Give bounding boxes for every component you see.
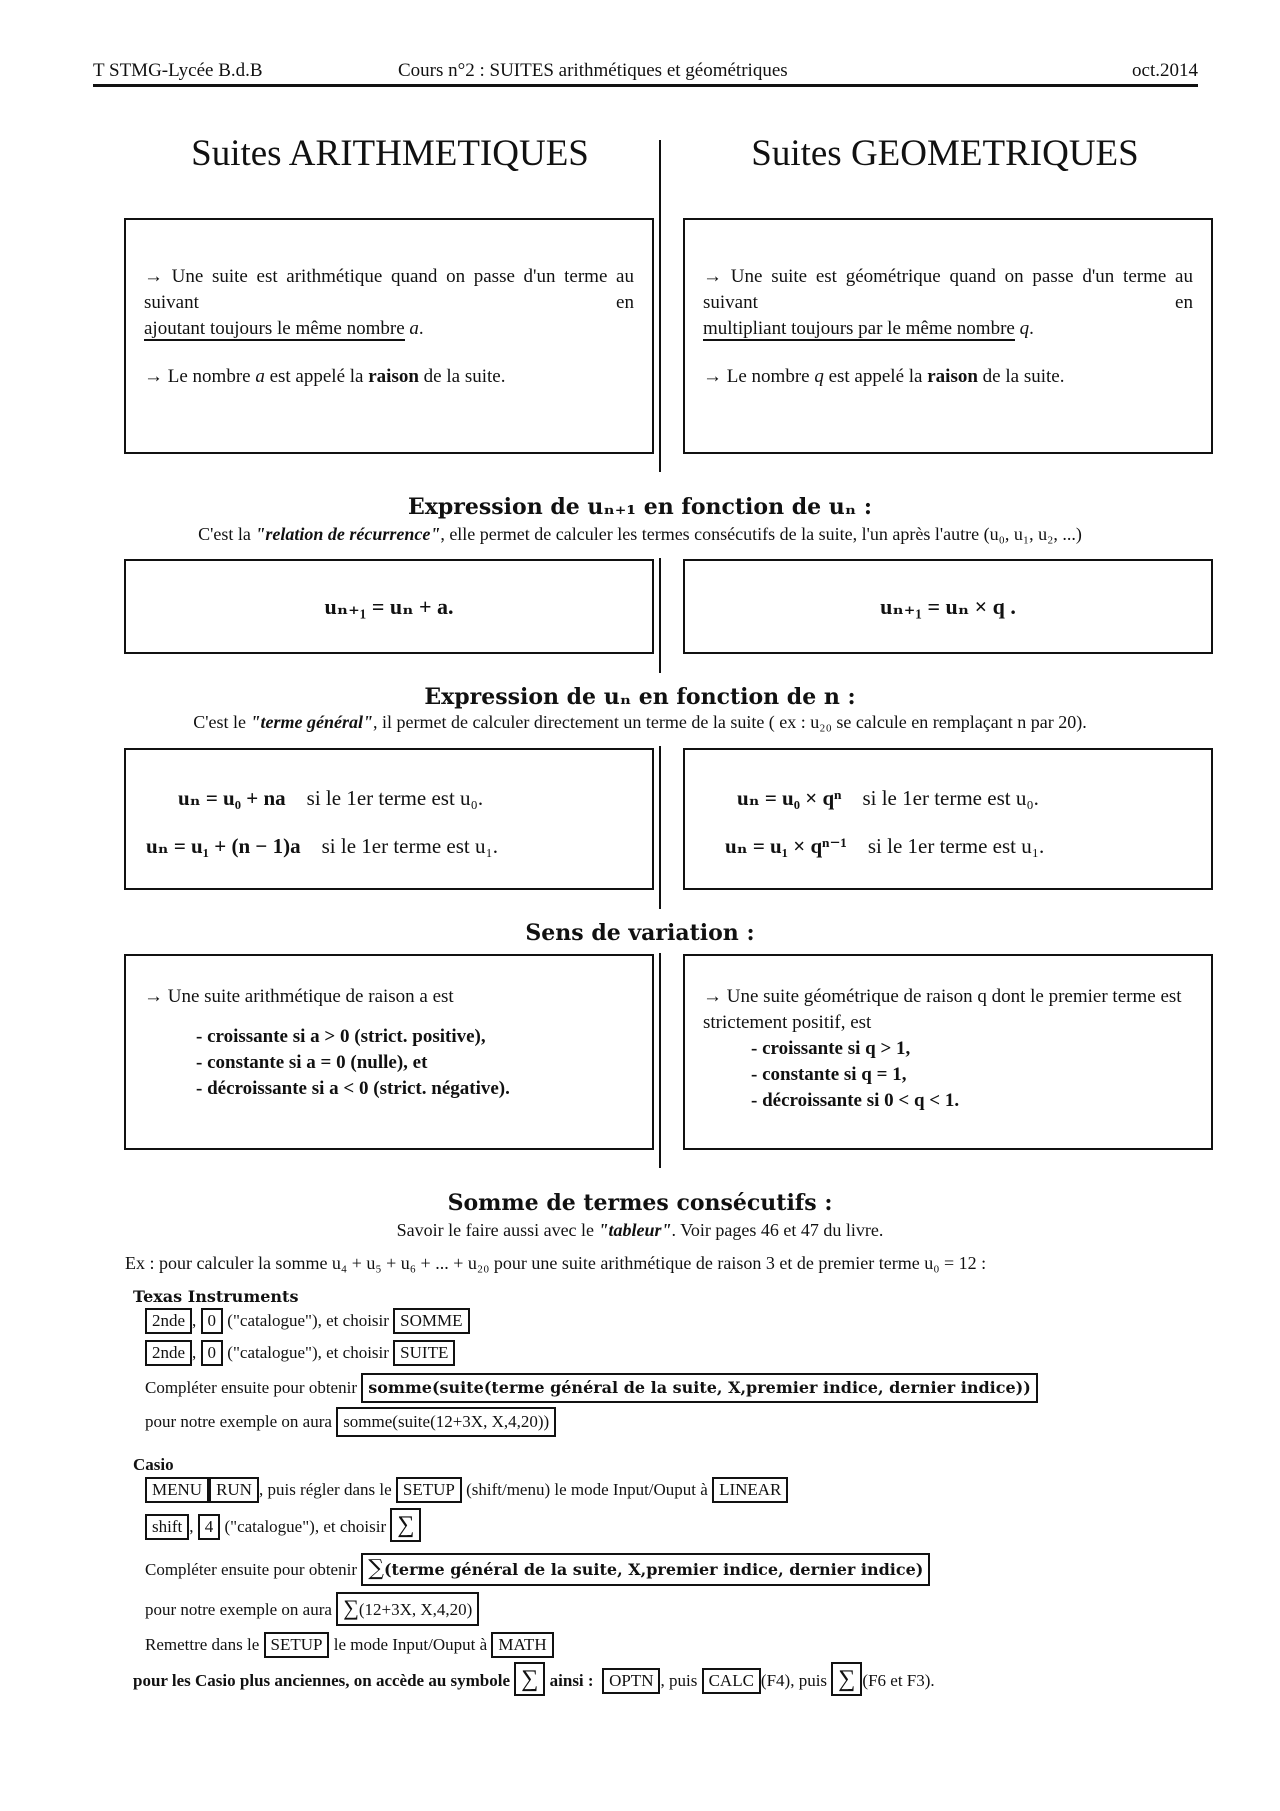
casio-line-4 [145,1592,479,1626]
divider [659,953,661,1168]
geom-def-text: → Une suite est géométrique quand on passe d'un terme au suivant en [703,266,1193,313]
list-item: - croissante si q > 1, [751,1038,911,1059]
t: ("catalogue"), et choisir [227,1311,389,1330]
t: C'est la [198,524,251,544]
t: (shift/menu) le mode Input/Ouput à [466,1480,708,1499]
t: de la suite. [982,366,1065,387]
t: "relation de récurrence" [255,524,441,544]
formula-box: somme(suite(12+3X, X,4,20)) [336,1407,556,1437]
divider [659,140,661,472]
geom-recurrence-box [683,559,1213,654]
formula: (12+3X, X,4,20) [358,1600,473,1619]
ti-line-2: 2nde , 0 ("catalogue"), et choisir SUITE [145,1340,455,1366]
t: si le 1er terme est u₁. [321,834,499,858]
t: → Une suite arithmétique de raison a est [144,986,454,1007]
casio-line-2: shift , 4 ("catalogue"), et choisir ∑ [145,1508,421,1542]
page-header [93,60,1198,87]
t: → Le nombre [703,366,810,387]
arith-variation-box [124,954,654,1150]
var: q [1019,318,1030,339]
t: si le 1er terme est u₀. [306,786,484,810]
recurrence-subtitle [0,524,1280,545]
t: (F6 et F3). [862,1671,935,1690]
t: ("catalogue"), et choisir [224,1517,387,1536]
formula: uₙ = u₁ + (n − 1)a [146,834,301,858]
t: pour notre exemple on aura [145,1600,332,1619]
arith-definition-box: → Une suite est arithmétique quand on passe d'un terme au suivant en ajoutant toujours le même nombre a. → Le nombre a est appelé la raison de la suite. [124,218,654,454]
key-linear: LINEAR [712,1477,788,1503]
t: → Une suite géométrique de raison q dont le premier terme est strictement positif, est [703,986,1182,1033]
geom-general-box [683,748,1213,890]
t: pour les Casio plus anciennes, on accède au symbole [133,1671,511,1690]
t: "tableur" [598,1220,672,1240]
t: de la suite. [423,366,506,387]
key-shift: shift [145,1514,189,1540]
key-optn: OPTN [602,1668,660,1694]
formula: uₙ = u₁ × qⁿ⁻¹ [725,834,847,858]
t: raison [368,366,419,387]
list-item: - constante si q = 1, [751,1064,907,1085]
casio-title: Casio [133,1455,174,1474]
key-run: RUN [209,1477,259,1503]
t: Savoir le faire aussi avec le [396,1220,595,1240]
list-item: - décroissante si a < 0 (strict. négative). [196,1078,510,1099]
list-item: - constante si a = 0 (nulle), et [196,1052,428,1073]
t: est appelé la [828,366,923,387]
key-2nde: 2nde [145,1340,192,1366]
arith-recurrence-box [124,559,654,654]
t: , puis [660,1671,698,1690]
ti-line-3 [145,1373,1038,1403]
formula: (terme général de la suite, X,premier indice, dernier indice) [383,1560,924,1579]
t: . Voir pages 46 et 47 du livre. [671,1220,884,1240]
list-item: - décroissante si 0 < q < 1. [751,1090,960,1111]
t: , il permet de calculer directement un terme de la suite ( ex : u₂₀ se calcule en remplaçant n par 20). [372,712,1087,732]
t: Compléter ensuite pour obtenir [145,1560,357,1579]
divider [659,558,661,673]
ti-title: Texas Instruments [133,1287,299,1306]
var: a [255,366,265,387]
t: le mode Input/Ouput à [333,1635,488,1654]
t: → Le nombre [144,366,251,387]
sigma-icon: ∑ [831,1662,862,1696]
sum-title: Somme de termes consécutifs : [447,1190,833,1216]
t: ainsi : [549,1671,594,1690]
t: , elle permet de calculer les termes consécutifs de la suite, l'un après l'autre (u₀, u₁, u₂, ...) [440,524,1082,544]
key-somme: SOMME [393,1308,469,1334]
recurrence-title: Expression de uₙ₊₁ en fonction de uₙ : [408,494,872,520]
divider [659,746,661,909]
t: pour notre exemple on aura [145,1412,332,1431]
ti-line-1: 2nde , 0 ("catalogue"), et choisir SOMME [145,1308,470,1334]
key-0: 0 [201,1308,224,1334]
geom-title: Suites GEOMETRIQUES [751,133,1139,174]
sum-subtitle [0,1220,1280,1241]
key-setup: SETUP [264,1632,330,1658]
arith-general-box [124,748,654,890]
sigma-icon: ∑ [514,1662,545,1696]
key-setup: SETUP [396,1477,462,1503]
t: (F4), puis [760,1671,828,1690]
header-center: Cours n°2 : SUITES arithmétiques et géométriques [398,60,788,81]
formula: uₙ = u₀ × qⁿ [737,786,842,810]
t: , puis régler dans le [258,1480,392,1499]
geom-variation-box [683,954,1213,1150]
t: raison [927,366,978,387]
t: si le 1er terme est u₁. [867,834,1045,858]
key-suite: SUITE [393,1340,455,1366]
arith-def-underlined: ajoutant toujours le même nombre [144,318,405,339]
ti-line-4 [145,1407,556,1437]
header-right: oct.2014 [1132,60,1198,81]
formula: uₙ₊₁ = uₙ × q . [880,593,1016,619]
t: C'est le [193,712,247,732]
key-math: MATH [491,1632,553,1658]
variation-title: Sens de variation : [525,920,755,946]
t: Remettre dans le [145,1635,260,1654]
t: ("catalogue"), et choisir [227,1343,389,1362]
example-text: Ex : pour calculer la somme u₄ + u₅ + u₆ + ... + u₂₀ pour une suite arithmétique de raison 3 et de premier terme u₀ = 12 : [125,1253,987,1273]
key-0: 0 [201,1340,224,1366]
general-term-title: Expression de uₙ en fonction de n : [424,684,856,710]
geom-def-underlined: multipliant toujours par le même nombre [703,318,1015,339]
formula-box: somme(suite(terme général de la suite, X,premier indice, dernier indice)) [361,1373,1038,1403]
sigma-icon: ∑ [343,1595,359,1620]
sigma-icon: ∑ [368,1556,384,1581]
casio-line-3 [145,1553,930,1586]
list-item: - croissante si a > 0 (strict. positive), [196,1026,486,1047]
t: Compléter ensuite pour obtenir [145,1378,357,1397]
t: si le 1er terme est u₀. [862,786,1039,810]
key-menu: MENU [145,1477,209,1503]
general-term-subtitle [0,712,1280,733]
t: "terme général" [250,712,373,732]
casio-old-line [133,1662,935,1696]
t: est appelé la [269,366,364,387]
arith-title: Suites ARITHMETIQUES [191,133,589,174]
header-left: T STMG-Lycée B.d.B [93,60,263,81]
formula: uₙ = u₀ + na [178,786,286,810]
arith-def-text: → Une suite est arithmétique quand on passe d'un terme au suivant en [144,266,634,313]
key-2nde: 2nde [145,1308,192,1334]
casio-line-1 [145,1477,788,1503]
key-4: 4 [198,1514,221,1540]
sigma-icon: ∑ [390,1508,421,1542]
var: q [814,366,824,387]
var: a [409,318,419,339]
key-calc: CALC [702,1668,761,1694]
geom-definition-box: → Une suite est géométrique quand on passe d'un terme au suivant en multipliant toujours par le même nombre q. → Le nombre q est appelé la raison de la suite. [683,218,1213,454]
casio-line-5 [145,1632,554,1658]
formula: uₙ₊₁ = uₙ + a. [324,593,454,619]
